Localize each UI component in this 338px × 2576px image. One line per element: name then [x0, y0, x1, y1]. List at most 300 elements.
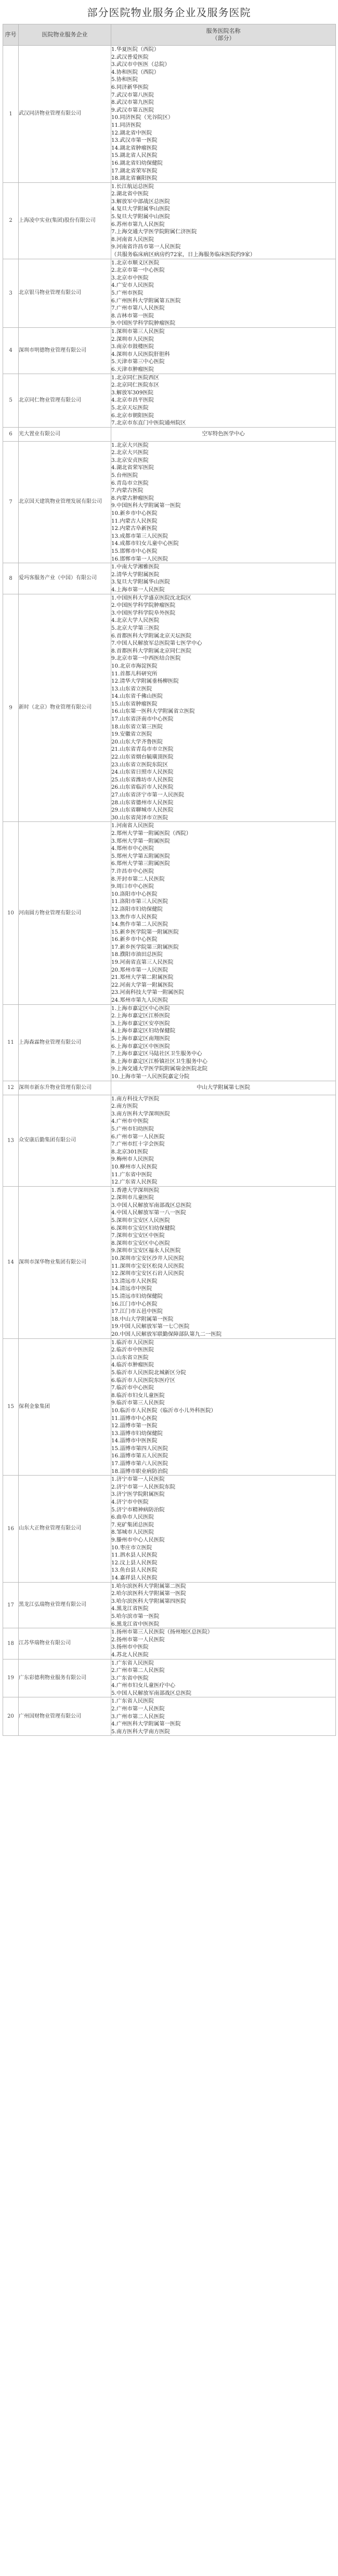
hospital-list — [111, 1659, 336, 1697]
hospital-item: 12.清华大学附属垂杨柳医院 — [111, 678, 179, 685]
hospital-item: 28.山东省德州市人民医院 — [111, 799, 174, 806]
hospital-item: 1.北京同仁医院西区 — [111, 374, 160, 381]
table-row — [3, 427, 336, 441]
hospital-item: 1.临沂市人民医院 — [111, 1339, 154, 1346]
hospital-item: 12.汶上县人民医院 — [111, 1559, 158, 1566]
hospital-item: 6.广州市第一人民医院 — [111, 1133, 165, 1140]
row-index: 6 — [3, 427, 19, 441]
hospital-item: 10.深圳市宝安区沙井人民医院 — [111, 1255, 184, 1262]
hospital-item: 6.青岛市立医院 — [111, 480, 149, 486]
row-index: 20 — [3, 1697, 19, 1736]
hospital-item: 9.周口市中心医院 — [111, 883, 154, 890]
hospital-item: 4.苏北人民医院 — [111, 1651, 149, 1658]
company-name: 深圳市明德物业管理有限公司 — [19, 327, 111, 374]
hospital-item: 3.南方医科大学深圳医院 — [111, 1110, 170, 1117]
hospital-list — [111, 182, 336, 259]
row-index: 17 — [3, 1582, 19, 1628]
hospital-list — [111, 1476, 336, 1582]
hospital-item: 8.北京301医院 — [111, 1148, 148, 1155]
hospital-list — [111, 1582, 336, 1628]
hospital-item: 12.淄博市第一医院 — [111, 1423, 158, 1429]
hospital-item: 5.郑州大学第五附属医院 — [111, 853, 170, 859]
hospital-item: 3.北京安贞医院 — [111, 457, 149, 463]
hospital-item: 21.郑州大学第二附属医院 — [111, 974, 174, 981]
hospital-item: 3.广州市第二人民医院 — [111, 1713, 165, 1720]
hospital-item: 1.华夏医院（西院） — [111, 46, 160, 52]
hospital-item: 6.上海市嘉定区中医医院 — [111, 1043, 170, 1050]
hospital-item: 1.深圳市第三人民医院 — [111, 328, 165, 335]
table-row — [3, 1476, 336, 1582]
hospital-item: 4.上海市嘉定区妇幼保健院 — [111, 1028, 176, 1034]
hospital-item: 16.山东第一医科大学附属省立医院 — [111, 708, 195, 715]
hospital-item: 4.北京大学人民医院 — [111, 617, 160, 624]
hospital-item: 16.淄博市第五人民医院 — [111, 1453, 168, 1459]
hospital-item: 6.首都医科大学附属北京天坛医院 — [111, 632, 191, 639]
company-name: 北京国天建筑物业管理发展有限公司 — [19, 441, 111, 563]
hospital-item: 2.深圳市人民医院 — [111, 336, 154, 342]
hospital-item: 9.武汉市第五医院 — [111, 107, 154, 113]
hospital-item: 18.中山大学附属第一医院 — [111, 1316, 174, 1322]
hospital-item: 3.山东省立医院 — [111, 1354, 149, 1361]
hospital-item: 1.香港大学深圳医院 — [111, 1187, 160, 1193]
hospital-item: 5.台州医院 — [111, 472, 138, 479]
hospital-item: 1.河南省人民医院 — [111, 822, 154, 829]
hospital-item: 4.黑龙江省医院 — [111, 1605, 149, 1612]
hospital-item: 13.焦作市人民医院 — [111, 913, 158, 920]
company-name: 广州国财物业管理有限公司 — [19, 1697, 111, 1736]
column-header-hospitals — [111, 24, 336, 46]
hospital-item: 7.兖矿集团总医院 — [111, 1521, 154, 1528]
hospital-item: 10.洛阳市中心医院 — [111, 891, 158, 897]
hospital-item: 18.濮阳市油田总医院 — [111, 951, 163, 958]
hospital-item: 13.清远市人民医院 — [111, 1278, 158, 1284]
table-row — [3, 1004, 336, 1081]
table-row — [3, 441, 336, 563]
hospital-item: 12.洛阳市妇幼保健院 — [111, 906, 163, 912]
hospital-item: 17.山东省济南市中心医院 — [111, 716, 174, 723]
company-name: 新时（北京）物业管理有限公司 — [19, 594, 111, 822]
hospital-item: 2.深圳市儿童医院 — [111, 1194, 154, 1201]
hospital-item: 9.临沂市第三人民医院 — [111, 1400, 165, 1406]
hospital-item: 1.扬州市第三人民医院（扬州地区总医院） — [111, 1629, 213, 1636]
hospital-item: 2.清华大学附属医院 — [111, 571, 160, 578]
hospital-item: 8.吉林市第一医院 — [111, 312, 154, 319]
hospital-item: 1.哈尔滨医科大学附属第二医院 — [111, 1583, 186, 1589]
hospital-item: 18.山东省立第三医院 — [111, 723, 163, 730]
hospital-item: 3.解放军309医院 — [111, 389, 153, 396]
hospital-item: 8.河南省人民医院 — [111, 236, 154, 243]
hospital-item: 9.河南省许昌市第一人民医院 — [111, 244, 181, 250]
hospital-item: 14.山东省千佛山医院 — [111, 693, 163, 700]
row-index: 7 — [3, 441, 19, 563]
table-row — [3, 1186, 336, 1338]
hospital-item: （共服务临床病区病房约72家，日上海服务临床医院约9家） — [111, 251, 256, 258]
hospital-item: 9.深圳市宝安区福永人民医院 — [111, 1247, 181, 1254]
page-title: 部分医院物业服务企业及服务医院 — [87, 6, 251, 19]
company-name: 北京银马物业管理有限公司 — [19, 259, 111, 327]
hospital-item: 4.广州市中医院 — [111, 1118, 149, 1125]
hospital-item: 4.深圳市人民医院肝胆科 — [111, 351, 170, 357]
hospital-item: 5.北京大学第三医院 — [111, 625, 160, 631]
hospital-item: 2.武汉普爱医院 — [111, 54, 149, 60]
hospital-item: 5.中国人民解放军南部战区总医院 — [111, 1690, 191, 1696]
table-row — [3, 46, 336, 183]
hospital-item: 15.邯郸市中心医院 — [111, 548, 158, 554]
hospital-item: 中山大学附属第七医院 — [197, 1084, 250, 1091]
hospital-item: 4.郑州市中心医院 — [111, 845, 154, 852]
hospital-item: 16.新乡市中心医院 — [111, 936, 158, 943]
table-row — [3, 1659, 336, 1697]
row-index: 18 — [3, 1628, 19, 1659]
table-body — [3, 46, 336, 1736]
hospital-item: 4.北京市昌平医院 — [111, 397, 154, 404]
hospital-item: 10.新乡市中心医院 — [111, 510, 158, 517]
hospital-item: 8.武汉市第九医院 — [111, 99, 154, 106]
hospital-item: 3.中国人民解放军南部战区总医院 — [111, 1202, 191, 1209]
column-header-index: 序号 — [3, 24, 19, 46]
hospital-item: 15.清远市妇幼保健院 — [111, 1293, 163, 1299]
hospital-list — [111, 46, 336, 183]
hospital-item: 18.淄博市职业病防治院 — [111, 1468, 168, 1475]
hospital-item: 15.山东省肿瘤医院 — [111, 700, 158, 707]
hospital-item: 19.中国人民解放军第一七〇医院 — [111, 1323, 190, 1330]
hospital-item: 11.同济医院 — [111, 122, 141, 128]
hospital-item: 5.南方医科大学南方医院 — [111, 1728, 170, 1735]
row-index: 8 — [3, 563, 19, 594]
table-row — [3, 1081, 336, 1095]
hospital-item: 13.成都市第三人民医院 — [111, 533, 168, 539]
hospital-item: 13.鱼台县人民医院 — [111, 1567, 158, 1574]
hospital-item: 4.复旦大学附属华山医院 — [111, 206, 170, 213]
row-index: 19 — [3, 1659, 19, 1697]
table-row — [3, 327, 336, 374]
hospital-item: 3.郑州大学第一附属医院 — [111, 838, 170, 844]
company-name: 上海森霖物业管理有限公司 — [19, 1004, 111, 1081]
table-row — [3, 1628, 336, 1659]
hospital-item: 16.江门市中心医院 — [111, 1300, 158, 1307]
hospital-list — [111, 563, 336, 594]
table-row — [3, 374, 336, 427]
hospital-item: 3.解放军中部战区总医院 — [111, 198, 170, 205]
hospital-item: 5.济宁市精神病防治院 — [111, 1506, 165, 1513]
hospital-item: 8.开封市第二人民医院 — [111, 875, 165, 882]
company-name: 北京同仁物业管理有限公司 — [19, 374, 111, 427]
hospital-item: 4.广安市人民医院 — [111, 282, 154, 289]
hospital-item: 2.上海市嘉定区江桥医院 — [111, 1013, 170, 1019]
hospital-item: 10.上海市第一人民医院嘉定分院 — [111, 1073, 190, 1080]
hospital-list — [111, 822, 336, 1004]
hospital-list — [111, 1338, 336, 1476]
hospital-item: 3.北京市中医院 — [111, 274, 149, 281]
hospital-item: 12.深圳市宝安区石岩人民医院 — [111, 1270, 184, 1277]
hospital-item: 1.长江航运总医院 — [111, 183, 154, 190]
hospital-item: 3.中国医学科学院阜外医院 — [111, 609, 176, 616]
hospital-item: 14.清远市中医院 — [111, 1285, 152, 1292]
hospital-item: 15.新乡医学院第一附属医院 — [111, 928, 179, 935]
hospital-list — [111, 1697, 336, 1736]
hospital-item: 1.广东省人民医院 — [111, 1698, 154, 1705]
hospital-item: 6.郑州大学第三附属医院 — [111, 860, 170, 867]
row-index: 14 — [3, 1186, 19, 1338]
company-name: 爱玛客服务产业（中国）有限公司 — [19, 563, 111, 594]
hospital-item: 3.南京市鼓楼医院 — [111, 343, 154, 350]
hospital-item: 5.临沂市人民医院北城新区分院 — [111, 1369, 186, 1376]
hospital-item: 5.哈尔滨市第一医院 — [111, 1613, 160, 1619]
hospital-item: 2.广州市第一人民医院 — [111, 1706, 165, 1712]
hospital-item: 6.临沂市人民医院东医疗区 — [111, 1377, 176, 1384]
row-index: 10 — [3, 822, 19, 1004]
hospital-item: 6.天津市肿瘤医院 — [111, 366, 154, 373]
hospital-item: 6.曲阜市人民医院 — [111, 1514, 154, 1521]
hospital-item: 2.临沂市中医医院 — [111, 1347, 154, 1353]
company-name: 武汉同济物业管理有限公司 — [19, 46, 111, 183]
hospital-item: 20.郑州市第一人民医院 — [111, 966, 168, 973]
hospital-item: 7.内蒙古医院 — [111, 487, 144, 494]
hospital-item: 11.广东省中医院 — [111, 1171, 152, 1178]
company-name: 上海凌中实业(集团)股份有限公司 — [19, 182, 111, 259]
table-header-row — [3, 24, 336, 46]
column-header-hospitals-note: （部分） — [212, 35, 235, 42]
hospital-item: 3.广东省中医院 — [111, 1675, 149, 1681]
company-name: 河南圆方物业管理有限公司 — [19, 822, 111, 1004]
company-name: 广东彩德利物业服务有限公司 — [19, 1659, 111, 1697]
hospital-item: 8.临沂市妇女儿童医院 — [111, 1392, 165, 1399]
hospital-item: 19.河南省直第三人民医院 — [111, 959, 174, 966]
company-name: 光大置业有限公司 — [19, 427, 111, 441]
hospital-item: 19.安徽省立医院 — [111, 731, 152, 738]
hospital-item: 25.山东省潍坊市人民医院 — [111, 776, 174, 783]
row-index: 12 — [3, 1081, 19, 1095]
hospital-item: 11.淄博市中心医院 — [111, 1415, 158, 1422]
hospital-item: 2.南方医院 — [111, 1103, 138, 1110]
hospital-item: 15.湖北省人民医院 — [111, 152, 158, 159]
company-name: 深圳市深华物业集团有限公司 — [19, 1186, 111, 1338]
hospital-item: 8.邹城市人民医院 — [111, 1529, 154, 1536]
hospital-item: 16.湖北省妇幼保健院 — [111, 160, 163, 166]
hospital-item: 4.中国人民解放军第一八一医院 — [111, 1210, 186, 1216]
hospital-item: 17.新乡医学院第三附属医院 — [111, 944, 179, 950]
hospital-list — [111, 427, 336, 441]
hospital-item: 14.焦作市第二人民医院 — [111, 921, 168, 928]
company-name: 江苏华瑞物业有限公司 — [19, 1628, 111, 1659]
hospital-item: 24.郑州市第九人民医院 — [111, 997, 168, 1004]
hospital-list — [111, 594, 336, 822]
hospital-item: 4.上海市第一人民医院 — [111, 586, 165, 593]
table-row — [3, 1095, 336, 1186]
hospital-item: 26.山东省临沂市人民医院 — [111, 784, 174, 791]
hospital-item: 3.扬州市中医院 — [111, 1644, 149, 1651]
hospital-item: 4.湖北省荣军医院 — [111, 464, 154, 471]
hospital-item: 21.山东省青岛市市立医院 — [111, 746, 174, 753]
hospital-item: 23.河南科技大学第一附属医院 — [111, 989, 184, 996]
hospital-item: 1.上海市嘉定区中心医院 — [111, 1005, 170, 1012]
hospital-item: 18.湖北省襄阳医院 — [111, 175, 158, 182]
hospital-item: 5.协和医院 — [111, 76, 138, 83]
hospital-list — [111, 327, 336, 374]
row-index: 13 — [3, 1095, 19, 1186]
table-row — [3, 182, 336, 259]
hospital-item: 6.黑龙江省中医医院 — [111, 1621, 160, 1627]
hospital-item: 2.中国医学科学院肿瘤医院 — [111, 602, 176, 609]
hospital-item: 5.广州市妇幼医院 — [111, 1125, 154, 1132]
hospital-item: 3.上海市嘉定区安亭医院 — [111, 1020, 170, 1027]
hospital-item: 6.北京市朝阳医院 — [111, 412, 154, 419]
row-index: 2 — [3, 182, 19, 259]
hospital-item: 3.济宁医学院附属医院 — [111, 1491, 165, 1498]
hospital-item: 7.广州市红十字会医院 — [111, 1141, 165, 1148]
table-row — [3, 1338, 336, 1476]
company-name: 众安康后勤集团有限公司 — [19, 1095, 111, 1186]
hospital-item: 15.淄博市第四人民医院 — [111, 1445, 168, 1452]
hospital-item: 9.梅州市人民医院 — [111, 1156, 154, 1163]
row-index: 11 — [3, 1004, 19, 1081]
hospital-item: 1.济宁市第一人民医院 — [111, 1476, 165, 1483]
company-name: 山东大正物业管理有限公司 — [19, 1476, 111, 1582]
hospital-item: 27.山东省济宁市第一人民医院 — [111, 792, 184, 798]
hospital-item: 6.苏州市第九人民医院 — [111, 221, 165, 228]
hospital-item: 9.上海交通大学医学院附属瑞金医院北院 — [111, 1066, 207, 1072]
row-index: 15 — [3, 1338, 19, 1476]
hospital-item: 22.山东省烟台毓璜顶医院 — [111, 754, 174, 761]
hospital-item: 4.广州市妇女儿童医疗中心 — [111, 1682, 176, 1689]
hospital-item: 2.北京大兴医院 — [111, 449, 149, 456]
hospital-item: 7.中国人民解放军总医院第七医学中心 — [111, 640, 202, 647]
hospital-item: 8.内蒙古肿瘤医院 — [111, 495, 154, 501]
hospital-item: 5.广州市医院 — [111, 290, 144, 296]
hospital-list — [111, 1628, 336, 1659]
hospital-item: 2.扬州市第一人民医院 — [111, 1636, 165, 1643]
hospital-item: 13.武汉市第一医院 — [111, 137, 158, 144]
hospital-item: 5.上海市嘉定区南翔医院 — [111, 1035, 170, 1042]
row-index: 4 — [3, 327, 19, 374]
table-row — [3, 822, 336, 1004]
hospital-item: 1.中南大学湘雅医院 — [111, 564, 160, 570]
hospital-item: 12.内蒙古阜新医院 — [111, 525, 158, 532]
hospital-item: 7.深圳市宝安区中医院 — [111, 1232, 165, 1239]
hospital-item: 30.山东省菏泽市立医院 — [111, 814, 168, 821]
hospital-item: 8.深圳市宝安区中心医院 — [111, 1240, 170, 1246]
hospital-item: 17.江门市五邑中医院 — [111, 1308, 163, 1315]
hospital-item: 7.上海交通大学医学院附属仁济医院 — [111, 229, 197, 235]
hospital-item: 10.北京市海淀医院 — [111, 662, 158, 669]
hospital-item: 7.广州市第八人民医院 — [111, 305, 165, 312]
hospital-item: 10.枣庄市立医院 — [111, 1544, 152, 1551]
hospital-item: 11.泗水县人民医院 — [111, 1552, 158, 1559]
hospital-item: 2.广州市第二人民医院 — [111, 1667, 165, 1674]
hospital-item: 9.北京市第一中西医结合医院 — [111, 655, 181, 662]
hospital-item: 10.临沂市人民医院（临沂市小儿外科医院） — [111, 1407, 216, 1414]
hospital-item: 7.北京市东直门中医院通州院区 — [111, 420, 186, 427]
row-index: 5 — [3, 374, 19, 427]
hospital-item: 11.洛阳市第三人民医院 — [111, 898, 168, 905]
hospital-item: 3.复旦大学附属华山医院 — [111, 579, 170, 586]
hospital-service-table — [3, 24, 336, 1736]
document-page — [0, 5, 338, 2576]
row-index: 1 — [3, 46, 19, 183]
hospital-item: 8.首都医科大学附属北京同仁医院 — [111, 647, 191, 654]
column-header-company: 医院物业服务企业 — [19, 24, 111, 46]
hospital-item: 7.许昌市中心医院 — [111, 868, 154, 874]
hospital-item: 2.郑州大学第一附属医院（西院） — [111, 830, 191, 836]
hospital-item: 空军特色医学中心 — [202, 431, 245, 437]
hospital-item: 14.嘉祥县人民医院 — [111, 1574, 158, 1581]
hospital-item: 17.淄博市第六人民医院 — [111, 1460, 168, 1467]
hospital-list — [111, 1081, 336, 1095]
hospital-item: 5.深圳市宝安区人民医院 — [111, 1217, 170, 1224]
table-row — [3, 259, 336, 327]
hospital-list — [111, 441, 336, 563]
hospital-item: 29.山东省聊城市人民医院 — [111, 807, 174, 814]
hospital-item: 1.北京大兴医院 — [111, 442, 149, 448]
company-name: 深圳市新东升物业管理有限公司 — [19, 1081, 111, 1095]
hospital-item: 7.武汉市第八医院 — [111, 91, 154, 98]
hospital-list — [111, 374, 336, 427]
hospital-item: 5.北京天坛医院 — [111, 404, 149, 411]
hospital-item: 3.武汉市中医医（总院） — [111, 61, 170, 68]
hospital-list — [111, 1186, 336, 1338]
hospital-item: 1.南方科技大学医院 — [111, 1095, 160, 1102]
hospital-item: 6.广州医科大学附属第五医院 — [111, 297, 181, 304]
hospital-list — [111, 1004, 336, 1081]
row-index: 16 — [3, 1476, 19, 1582]
hospital-item: 10.同济医院（光谷院区） — [111, 114, 174, 121]
company-name: 黑龙江弘瑞物业管理有限公司 — [19, 1582, 111, 1628]
hospital-item: 4.临沂市肿瘤医院 — [111, 1362, 154, 1369]
hospital-item: 11.深圳市宝安区松岗人民医院 — [111, 1263, 184, 1269]
column-header-hospitals-name: 服务医院名称 — [206, 28, 241, 34]
hospital-item: 3.哈尔滨医科大学附属第四医院 — [111, 1598, 186, 1604]
hospital-item: 12.广东省人民医院 — [111, 1179, 158, 1186]
hospital-item: 6.同济新华医院 — [111, 84, 149, 90]
hospital-item: 13.山东省立医院 — [111, 685, 152, 692]
hospital-item: 6.深圳市宝安区妇幼保健院 — [111, 1225, 176, 1231]
table-row — [3, 1582, 336, 1628]
hospital-item: 2.济宁市第一人民医院东院 — [111, 1483, 176, 1490]
hospital-item: 7.临沂市中心医院 — [111, 1385, 154, 1391]
hospital-item: 11.内蒙古人民医院 — [111, 517, 158, 524]
hospital-item: 9.中国医科大学附属第一医院 — [111, 502, 181, 509]
table-row — [3, 594, 336, 822]
hospital-item: 14.成都市妇女儿童中心医院 — [111, 540, 179, 547]
row-index: 3 — [3, 259, 19, 327]
hospital-item: 1.中国医科大学盛京医院沈北院区 — [111, 594, 191, 601]
hospital-item: 10.柳州市人民医院 — [111, 1163, 158, 1170]
table-row — [3, 563, 336, 594]
hospital-item: 20.中国人民解放军联勤保障部队第九二一医院 — [111, 1331, 222, 1337]
hospital-item: 5.复旦大学附属中山医院 — [111, 214, 170, 220]
hospital-item: 11.首都儿科研究所 — [111, 670, 158, 677]
company-name: 保利金象集团 — [19, 1338, 111, 1476]
hospital-item: 7.上海市嘉定区马陆社区卫生服务中心 — [111, 1051, 202, 1057]
hospital-item: 2.北京市第一中心医院 — [111, 267, 165, 274]
hospital-item: 4.济宁市中医院 — [111, 1499, 149, 1506]
hospital-item: 14.淄博市中医医院 — [111, 1438, 158, 1444]
table-row — [3, 1697, 336, 1736]
hospital-item: 1.广东省人民医院 — [111, 1659, 154, 1666]
hospital-item: 20.山东大学齐鲁医院 — [111, 738, 163, 745]
hospital-item: 14.湖北省肿瘤医院 — [111, 144, 158, 151]
hospital-item: 2.北京同仁医院东区 — [111, 382, 160, 389]
hospital-item: 5.天津市第三中心医院 — [111, 358, 165, 365]
hospital-item: 9.滕州市中心人民医院 — [111, 1537, 165, 1543]
hospital-item: 2.湖北省中医院 — [111, 191, 149, 197]
hospital-item: 9.中国医学科学院肿瘤医院 — [111, 320, 176, 327]
hospital-item: 13.淄博市妇幼保健院 — [111, 1430, 163, 1437]
hospital-item: 2.哈尔滨医科大学附属第一医院 — [111, 1590, 186, 1597]
hospital-item: 8.上海市嘉定区江桥镇社区卫生服务中心 — [111, 1058, 207, 1065]
hospital-list — [111, 1095, 336, 1186]
hospital-item: 22.河南大学第一附属医院 — [111, 981, 174, 988]
